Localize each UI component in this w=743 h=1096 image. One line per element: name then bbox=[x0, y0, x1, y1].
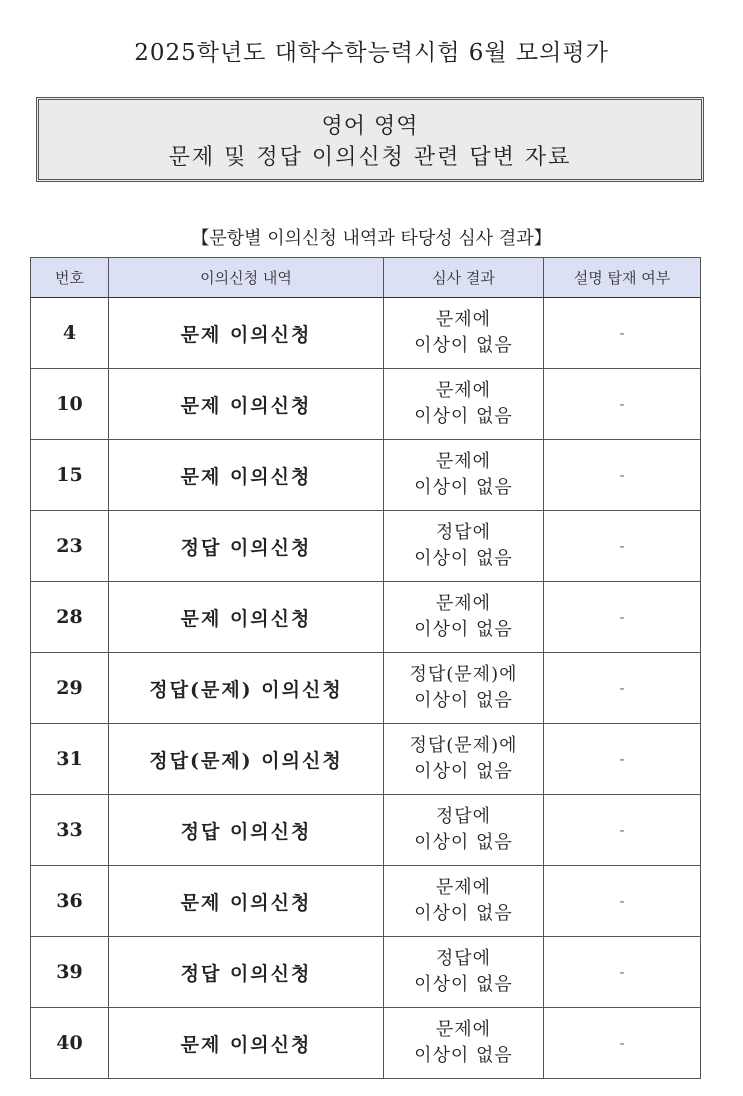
row-number: 4 bbox=[31, 298, 109, 369]
row-objection: 정답(문제) 이의신청 bbox=[109, 724, 384, 795]
row-result bbox=[384, 298, 544, 369]
row-result-line1: 문제에 bbox=[435, 451, 492, 472]
table-row bbox=[31, 937, 701, 1008]
row-result bbox=[384, 369, 544, 440]
row-number: 31 bbox=[31, 724, 109, 795]
row-result bbox=[384, 937, 544, 1008]
row-result-line1: 문제에 bbox=[435, 593, 492, 614]
table-row bbox=[31, 795, 701, 866]
table-row bbox=[31, 1008, 701, 1079]
row-objection: 정답(문제) 이의신청 bbox=[109, 653, 384, 724]
row-objection: 정답 이의신청 bbox=[109, 795, 384, 866]
row-number: 10 bbox=[31, 369, 109, 440]
objection-table bbox=[30, 257, 701, 1079]
row-result-line2: 이상이 없음 bbox=[414, 974, 513, 995]
row-posted: - bbox=[544, 795, 701, 866]
row-objection: 정답 이의신청 bbox=[109, 937, 384, 1008]
row-posted: - bbox=[544, 866, 701, 937]
row-result-line1: 정답에 bbox=[435, 806, 492, 827]
section-title: 【문항별 이의신청 내역과 타당성 심사 결과】 bbox=[191, 228, 552, 249]
row-result bbox=[384, 866, 544, 937]
row-result-line1: 정답에 bbox=[435, 948, 492, 969]
row-result-line1: 문제에 bbox=[435, 877, 492, 898]
row-result-line1: 정답에 bbox=[435, 522, 492, 543]
row-number: 40 bbox=[31, 1008, 109, 1079]
table-row bbox=[31, 511, 701, 582]
row-number: 36 bbox=[31, 866, 109, 937]
row-posted: - bbox=[544, 582, 701, 653]
row-objection: 문제 이의신청 bbox=[109, 1008, 384, 1079]
row-result-line2: 이상이 없음 bbox=[414, 832, 513, 853]
row-posted: - bbox=[544, 440, 701, 511]
row-posted: - bbox=[544, 298, 701, 369]
header-objection: 이의신청 내역 bbox=[109, 258, 384, 298]
row-objection: 문제 이의신청 bbox=[109, 582, 384, 653]
row-posted: - bbox=[544, 724, 701, 795]
row-posted: - bbox=[544, 511, 701, 582]
table-row bbox=[31, 369, 701, 440]
row-result-line2: 이상이 없음 bbox=[414, 548, 513, 569]
row-result-line2: 이상이 없음 bbox=[414, 903, 513, 924]
row-result-line1: 문제에 bbox=[435, 309, 492, 330]
table-header-row bbox=[31, 258, 701, 298]
title-box-line2: 문제 및 정답 이의신청 관련 답변 자료 bbox=[168, 145, 572, 170]
row-posted: - bbox=[544, 937, 701, 1008]
row-result-line2: 이상이 없음 bbox=[414, 406, 513, 427]
row-result-line2: 이상이 없음 bbox=[414, 477, 513, 498]
document-title: 2025학년도 대학수학능력시험 6월 모의평가 bbox=[134, 40, 609, 66]
header-number: 번호 bbox=[31, 258, 109, 298]
title-box bbox=[36, 97, 704, 182]
row-number: 33 bbox=[31, 795, 109, 866]
header-result: 심사 결과 bbox=[384, 258, 544, 298]
table-body bbox=[31, 298, 701, 1079]
row-result-line1: 문제에 bbox=[435, 1019, 492, 1040]
row-result bbox=[384, 795, 544, 866]
row-number: 28 bbox=[31, 582, 109, 653]
row-result-line2: 이상이 없음 bbox=[414, 761, 513, 782]
header-posted: 설명 탑재 여부 bbox=[544, 258, 701, 298]
row-number: 39 bbox=[31, 937, 109, 1008]
row-number: 15 bbox=[31, 440, 109, 511]
row-result-line1: 정답(문제)에 bbox=[409, 664, 518, 685]
row-result-line2: 이상이 없음 bbox=[414, 690, 513, 711]
row-result-line2: 이상이 없음 bbox=[414, 1045, 513, 1066]
table-row bbox=[31, 724, 701, 795]
row-number: 29 bbox=[31, 653, 109, 724]
row-objection: 문제 이의신청 bbox=[109, 866, 384, 937]
table-row bbox=[31, 653, 701, 724]
row-number: 23 bbox=[31, 511, 109, 582]
row-objection: 정답 이의신청 bbox=[109, 511, 384, 582]
row-result-line2: 이상이 없음 bbox=[414, 335, 513, 356]
title-box-line1: 영어 영역 bbox=[321, 114, 419, 139]
row-result bbox=[384, 582, 544, 653]
row-result-line2: 이상이 없음 bbox=[414, 619, 513, 640]
row-result-line1: 정답(문제)에 bbox=[409, 735, 518, 756]
table-row bbox=[31, 440, 701, 511]
table-row bbox=[31, 866, 701, 937]
row-result-line1: 문제에 bbox=[435, 380, 492, 401]
row-posted: - bbox=[544, 1008, 701, 1079]
row-result bbox=[384, 724, 544, 795]
row-objection: 문제 이의신청 bbox=[109, 298, 384, 369]
row-posted: - bbox=[544, 369, 701, 440]
row-result bbox=[384, 1008, 544, 1079]
row-result bbox=[384, 653, 544, 724]
row-objection: 문제 이의신청 bbox=[109, 369, 384, 440]
table-row bbox=[31, 582, 701, 653]
table-row bbox=[31, 298, 701, 369]
row-result bbox=[384, 511, 544, 582]
row-objection: 문제 이의신청 bbox=[109, 440, 384, 511]
row-result bbox=[384, 440, 544, 511]
row-posted: - bbox=[544, 653, 701, 724]
